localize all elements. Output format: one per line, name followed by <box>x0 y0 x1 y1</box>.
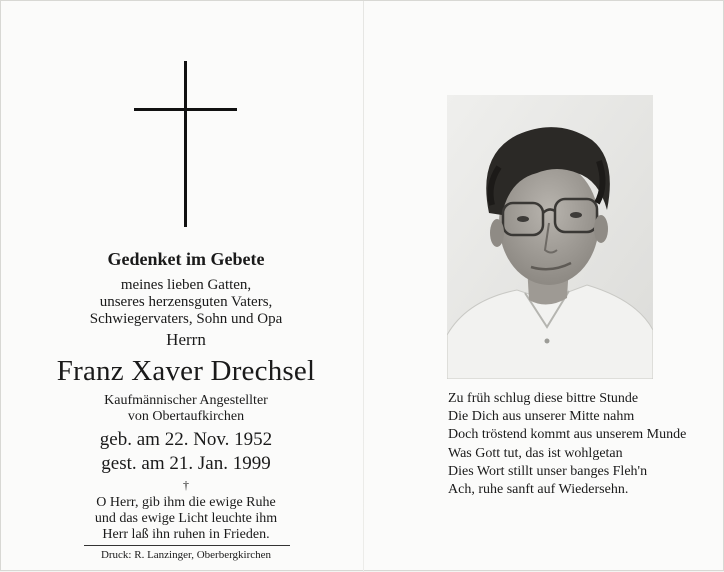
divider <box>84 545 290 546</box>
poem-line: Ach, ruhe sanft auf Wiedersehn. <box>448 482 629 498</box>
birth-date: geb. am 22. Nov. 1952 <box>99 429 273 450</box>
role-text <box>41 393 331 425</box>
role-line: von Obertaufkirchen <box>127 409 245 424</box>
printer-credit: Druck: R. Lanzinger, Oberbergkirchen <box>100 549 272 561</box>
intro-text <box>41 277 331 328</box>
poem-line: Dies Wort stillt unser banges Fleh'n <box>448 463 648 479</box>
salutation: Herrn <box>166 330 206 349</box>
poem-line: Was Gott tut, das ist wohlgetan <box>448 445 623 461</box>
heading: Gedenket im Gebete <box>107 249 265 269</box>
poem-line: Die Dich aus unserer Mitte nahm <box>448 409 635 425</box>
intro-line: Schwiegervaters, Sohn und Opa <box>89 311 283 327</box>
deceased-name: Franz Xaver Drechsel <box>56 355 316 387</box>
death-date: gest. am 21. Jan. 1999 <box>101 453 271 474</box>
life-dates <box>41 428 331 476</box>
prayer-line: O Herr, gib ihm die ewige Ruhe <box>96 495 276 510</box>
poem-line: Zu früh schlug diese bittre Stunde <box>448 391 639 406</box>
prayer-line: und das ewige Licht leuchte ihm <box>94 511 278 526</box>
poem <box>448 390 718 499</box>
prayer-line: Herr laß ihn ruhen in Frieden. <box>102 527 270 542</box>
card-fold <box>363 1 364 572</box>
role-line: Kaufmännischer Angestellter <box>104 393 268 408</box>
prayer-text <box>41 495 331 543</box>
intro-line: unseres herzensguten Vaters, <box>99 294 273 310</box>
poem-line: Doch tröstend kommt aus unserem Munde <box>448 427 687 443</box>
dagger-icon: † <box>183 478 189 492</box>
portrait-photo <box>447 95 653 379</box>
intro-line: meines lieben Gatten, <box>120 277 252 293</box>
